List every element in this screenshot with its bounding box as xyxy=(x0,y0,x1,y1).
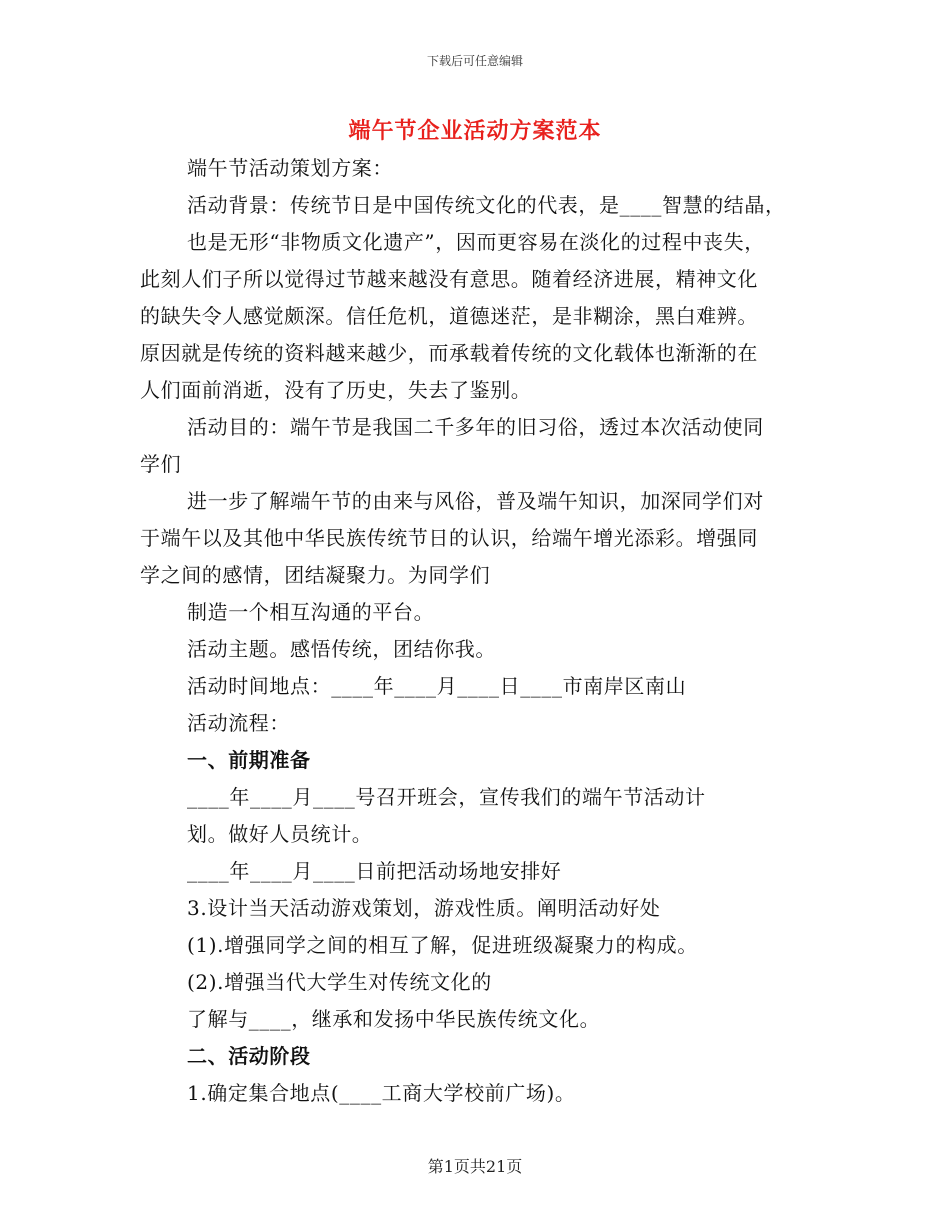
paragraph-line: 进一步了解端午节的由来与风俗，普及端午知识，加深同学们对 xyxy=(187,489,764,513)
list-item: 1.确定集合地点(____工商大学校前广场)。 xyxy=(187,1081,576,1105)
paragraph-line: 人们面前消逝，没有了历史，失去了鉴别。 xyxy=(140,378,532,402)
page-header-note: 下载后可任意编辑 xyxy=(426,54,523,68)
paragraph-line: 活动主题。感悟传统，团结你我。 xyxy=(187,637,496,661)
paragraph-line: 学们 xyxy=(140,452,182,476)
paragraph-line: 活动背景：传统节日是中国传统文化的代表，是____智慧的结晶， xyxy=(187,193,786,217)
paragraph-line: 端午节活动策划方案： xyxy=(187,156,393,180)
paragraph-line: 了解与____，继承和发扬中华民族传统文化。 xyxy=(187,1007,601,1031)
document-body xyxy=(140,150,810,1112)
paragraph-line: 也是无形“非物质文化遗产”，因而更容易在淡化的过程中丧失， xyxy=(187,230,765,254)
paragraph-line: 原因就是传统的资料越来越少，而承载着传统的文化载体也渐渐的在 xyxy=(140,341,758,365)
list-item: (2).增强当代大学生对传统文化的 xyxy=(187,970,492,994)
list-item: 3.设计当天活动游戏策划，游戏性质。阐明活动好处 xyxy=(187,896,661,920)
paragraph-line: 活动时间地点：____年____月____日____市南岸区南山 xyxy=(187,674,687,698)
page-number: 第1页共21页 xyxy=(427,1157,523,1176)
paragraph-line: 的缺失令人感觉颇深。信任危机，道德迷茫，是非糊涂，黑白难辨。 xyxy=(140,304,758,328)
list-item: (1).增强同学之间的相互了解，促进班级凝聚力的构成。 xyxy=(187,933,698,957)
paragraph-line: ____年____月____日前把活动场地安排好 xyxy=(187,859,562,883)
paragraph-line: 此刻人们子所以觉得过节越来越没有意思。随着经济进展，精神文化 xyxy=(140,267,758,291)
paragraph-line: 制造一个相互沟通的平台。 xyxy=(187,600,435,624)
document-title: 端午节企业活动方案范本 xyxy=(348,118,602,144)
paragraph-line: 活动流程： xyxy=(187,711,290,735)
paragraph-line: 学之间的感情，团结凝聚力。为同学们 xyxy=(140,563,491,587)
paragraph-line: ____年____月____号召开班会，宣传我们的端午节活动计 xyxy=(187,785,706,809)
paragraph-line: 划。做好人员统计。 xyxy=(187,822,373,846)
section-heading: 二、活动阶段 xyxy=(187,1044,311,1068)
section-heading: 一、前期准备 xyxy=(187,748,311,772)
paragraph-line: 于端午以及其他中华民族传统节日的认识，给端午增光添彩。增强同 xyxy=(140,526,758,550)
paragraph-line: 活动目的：端午节是我国二千多年的旧习俗，透过本次活动使同 xyxy=(187,415,764,439)
